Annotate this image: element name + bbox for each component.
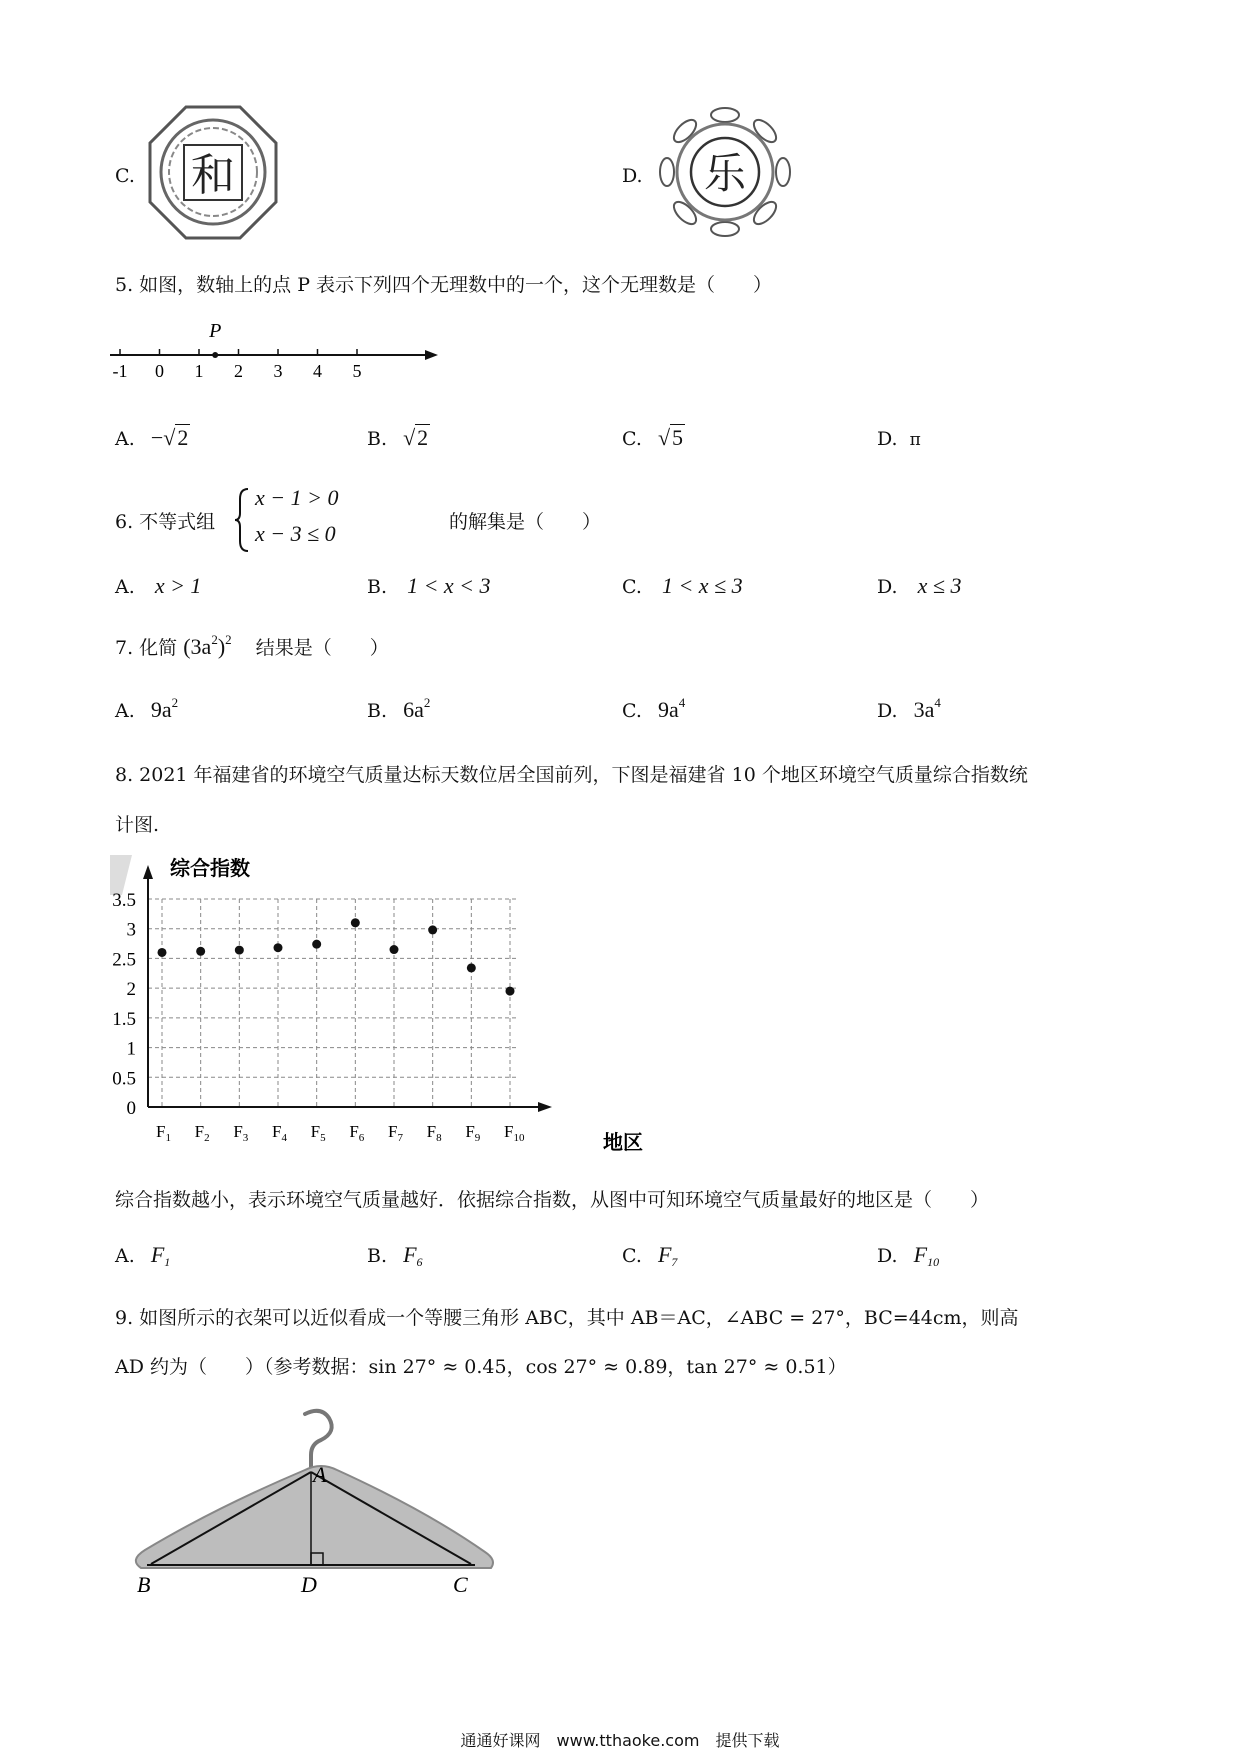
chart-ytick-label: 3.5 (112, 890, 136, 911)
q6-prefix: 6. 不等式组 (115, 511, 216, 533)
q8-option-b-sub: 6 (416, 1255, 423, 1269)
number-line-tick-label: 3 (273, 361, 283, 381)
q6-brace (233, 487, 251, 553)
q9-line2: AD 约为（ ）（参考数据：sin 27° ≈ 0.45，cos 27° ≈ 0.89，tan 27° ≈ 0.51） (115, 1356, 847, 1378)
chart-y-arrow (143, 865, 153, 879)
q8-after-chart: 综合指数越小，表示环境空气质量越好．依据综合指数，从图中可知环境空气质量最好的地区是（ ） (115, 1189, 990, 1211)
q7-option-c-coef: 9a (657, 697, 679, 722)
q7-option-c-exp: 4 (678, 695, 686, 710)
q5-option-b: B. √2 (367, 425, 429, 450)
q8-option-c-sub: 7 (671, 1255, 678, 1269)
chart-ytick-label: 3 (126, 919, 136, 941)
q8-stem-line2: 计图. (115, 814, 160, 836)
q9-label-b: B (137, 1572, 151, 1597)
q5-option-d-label: D. (877, 428, 898, 450)
q5-stem: 5. 如图，数轴上的点 P 表示下列四个无理数中的一个，这个无理数是（ ） (115, 274, 773, 296)
q8-option-a (115, 1242, 170, 1270)
number-line-tick-label: 1 (194, 361, 204, 381)
q6-line2: x − 3 ≤ 0 (255, 521, 336, 546)
q8-scatter-chart (110, 855, 650, 1165)
q4-option-c-label: C. (115, 165, 135, 187)
q5-option-d (877, 428, 921, 450)
number-line-tick-label: 2 (234, 361, 243, 381)
q8-option-b-var: F (403, 1242, 417, 1267)
q7-option-a (115, 695, 178, 723)
q6-option-a-text: x > 1 (154, 573, 202, 598)
q7-option-c-label: C. (622, 700, 642, 722)
chart-ytick-label: 0 (126, 1098, 136, 1119)
q6-option-a (115, 573, 201, 599)
q5-option-d-text: π (909, 430, 921, 450)
q8-option-b (367, 1242, 423, 1270)
q7-expr-base: (3a (183, 634, 212, 659)
q6-option-b-label: B. (367, 576, 388, 598)
chart-xtick-label: $F_7$ (388, 1122, 403, 1144)
q6-option-d (877, 573, 962, 599)
chart-point (467, 963, 476, 972)
q9-hanger-figure (125, 1400, 505, 1610)
q5-point-label: P (209, 320, 222, 342)
q7-option-a-label: A. (115, 700, 135, 722)
chart-xtick-label: $F_8$ (426, 1122, 442, 1144)
q5-option-a-label: A. (115, 428, 135, 450)
chart-point (235, 946, 244, 955)
chart-xtick-label: $F_9$ (465, 1122, 481, 1144)
number-line-tick-label: 4 (313, 361, 322, 381)
q7-option-b-coef: 6a (403, 697, 424, 722)
chart-point (506, 987, 515, 996)
chart-xtick-label: $F_{10}$ (504, 1122, 525, 1144)
chart-xtick-label: $F_2$ (194, 1122, 210, 1144)
q8-stem-line1: 8. 2021 年福建省的环境空气质量达标天数位居全国前列，下图是福建省 10 个地区环境空气质量综合指数统 (115, 764, 1028, 786)
q6-option-a-label: A. (115, 576, 135, 598)
q8-option-d (877, 1242, 939, 1270)
q7-option-c (622, 695, 685, 723)
number-line-tick-label: -1 (112, 361, 128, 381)
q8-option-a-var: F (150, 1242, 165, 1267)
q5-option-a-sign: − (150, 425, 164, 450)
chart-point (351, 918, 360, 927)
q7-option-d (877, 695, 941, 723)
q6-option-b-text: 1 < x < 3 (407, 573, 491, 598)
q6-option-d-text: x ≤ 3 (917, 573, 962, 598)
chart-x-arrow (538, 1102, 552, 1112)
chart-point (158, 948, 167, 957)
q9-line1: 9. 如图所示的衣架可以近似看成一个等腰三角形 ABC，其中 AB＝AC，∠ABC = 27°，BC=44cm，则高 (115, 1307, 1019, 1329)
q9-label-d: D (301, 1572, 317, 1597)
q8-option-b-label: B. (367, 1245, 388, 1267)
q6-suffix: 的解集是（ ） (449, 511, 602, 533)
q7-suffix: 结果是（ ） (255, 637, 389, 659)
chart-ytick-label: 2 (126, 979, 136, 1001)
chart-point (390, 945, 399, 954)
q7-option-d-exp: 4 (934, 695, 941, 710)
chart-xtick-label: $F_1$ (156, 1122, 171, 1144)
q8-option-d-var: F (913, 1242, 928, 1267)
chart-ytick-label: 2.5 (112, 949, 136, 971)
number-line-tick-label: 0 (155, 361, 164, 381)
q7-stem (115, 632, 389, 660)
q7-expr-close: ) (217, 634, 226, 659)
q8-option-d-sub: 10 (927, 1255, 940, 1269)
q7-option-d-label: D. (877, 700, 898, 722)
q4-option-c-figure (148, 105, 278, 240)
q7-option-a-exp: 2 (171, 695, 179, 710)
q4-option-d-label: D. (622, 165, 643, 187)
chart-point (274, 943, 283, 952)
q5-option-b-radicand: 2 (417, 425, 429, 450)
q5-option-b-label: B. (367, 428, 388, 450)
chart-point (196, 947, 205, 956)
q5-option-c: C. √5 (622, 425, 684, 450)
q6-option-c-label: C. (622, 576, 642, 598)
q7-option-b-exp: 2 (423, 695, 431, 710)
chart-xlabel: 地区 (603, 1132, 643, 1154)
chart-ytick-label: 0.5 (112, 1068, 136, 1090)
q8-option-c-var: F (657, 1242, 672, 1267)
q7-option-d-coef: 3a (913, 697, 935, 722)
q8-option-c-label: C. (622, 1245, 642, 1267)
page-footer: 通通好课网 www.tthaoke.com 提供下载 (460, 1731, 780, 1750)
q4-option-c-char: 和 (191, 151, 235, 200)
q6-option-b (367, 573, 491, 599)
chart-ylabel: 综合指数 (170, 858, 250, 880)
chart-ytick-label: 1 (126, 1038, 136, 1060)
q5-number-line (105, 318, 445, 383)
q5-option-c-label: C. (622, 428, 642, 450)
q4-option-d-char: 乐 (703, 152, 747, 198)
q7-option-a-coef: 9a (150, 697, 172, 722)
chart-xtick-label: $F_4$ (272, 1122, 287, 1144)
q5-option-c-radicand: 5 (672, 425, 684, 450)
q7-expr-outer-exp: 2 (225, 632, 232, 647)
chart-xtick-label: $F_6$ (349, 1122, 365, 1144)
q8-option-c (622, 1242, 677, 1270)
q8-option-a-label: A. (115, 1245, 135, 1267)
q7-expr-inner-exp: 2 (211, 632, 218, 647)
chart-ytick-label: 1.5 (112, 1008, 136, 1030)
q7-expression (183, 634, 231, 659)
chart-xtick-label: $F_3$ (233, 1122, 249, 1144)
q4-option-d-figure (655, 105, 795, 240)
q5-point-p (212, 352, 218, 358)
q8-option-d-label: D. (877, 1245, 898, 1267)
q7-prefix: 7. 化简 (115, 637, 178, 659)
q6-option-c (622, 573, 743, 599)
q9-label-c: C (453, 1572, 468, 1597)
q6-line1: x − 1 > 0 (255, 485, 339, 510)
q9-label-a: A (313, 1462, 327, 1487)
q5-option-a: A. −√2 (115, 425, 189, 450)
q6-option-d-label: D. (877, 576, 898, 598)
chart-xtick-label: $F_5$ (310, 1122, 326, 1144)
chart-point (428, 925, 437, 934)
q6-option-c-text: 1 < x ≤ 3 (661, 573, 743, 598)
q7-option-b-label: B. (367, 700, 388, 722)
chart-point (312, 940, 321, 949)
q7-option-b (367, 695, 430, 723)
number-line-tick-label: 5 (352, 361, 362, 381)
q8-option-a-sub: 1 (164, 1255, 171, 1269)
q5-option-a-radicand: 2 (177, 425, 189, 450)
